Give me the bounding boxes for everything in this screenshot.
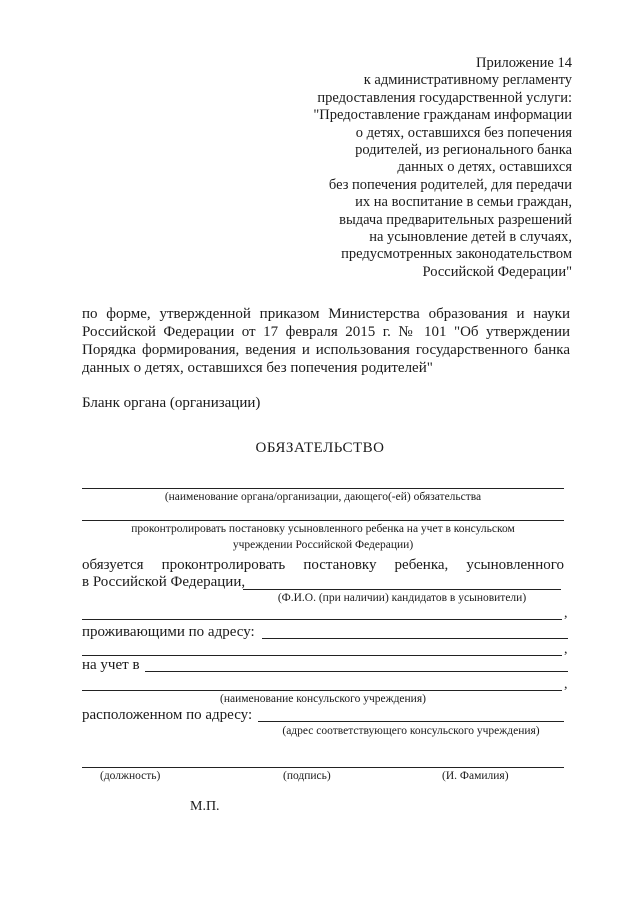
- control-caption-line: учреждении Российской Федерации): [232, 539, 414, 551]
- appendix-header: [313, 55, 572, 281]
- form-reference-line: Российской Федерации от 17 февраля 2015 г. № 101 "Об утверждении: [82, 324, 570, 340]
- living-address-line[interactable]: [262, 638, 568, 639]
- control-caption-line: проконтролировать постановку усыновленного ребенка на учет в консульском: [131, 523, 515, 535]
- form-reference-line: по форме, утвержденной приказом Министерства образования и науки: [82, 306, 570, 322]
- header-line: их на воспитание в семьи граждан,: [355, 194, 572, 211]
- blank-label: Бланк органа (организации): [82, 395, 261, 411]
- living-address-continuation-line[interactable]: [82, 655, 562, 656]
- form-reference-line: Порядка формирования, ведения и использования государственного банка: [82, 342, 570, 358]
- consulate-name-line[interactable]: [82, 690, 562, 691]
- registration-line[interactable]: [145, 671, 568, 672]
- signature-line[interactable]: [82, 767, 564, 768]
- header-line: родителей, из регионального банка: [355, 142, 572, 159]
- document-title: ОБЯЗАТЕЛЬСТВО: [255, 440, 385, 456]
- fio-continuation-line[interactable]: [82, 619, 562, 620]
- consulate-address-caption: (адрес соответствующего консульского учреждения): [282, 725, 540, 737]
- org-name-caption: (наименование органа/организации, дающего(-ей) обязательства: [164, 491, 482, 503]
- header-line: на усыновление детей в случаях,: [369, 229, 572, 246]
- consulate-caption: (наименование консульского учреждения): [220, 693, 426, 705]
- registration-label: на учет в: [82, 657, 140, 673]
- obliges-line: обязуется проконтролировать постановку ребенка, усыновленного: [82, 557, 564, 573]
- fio-line[interactable]: [243, 589, 561, 590]
- org-name-line[interactable]: [82, 488, 564, 489]
- header-line: предоставления государственной услуги:: [317, 89, 572, 106]
- comma: ,: [564, 677, 568, 692]
- header-line: без попечения родителей, для передачи: [328, 176, 572, 193]
- header-line: "Предоставление гражданам информации: [313, 107, 572, 124]
- header-line: Приложение 14: [476, 55, 572, 71]
- fio-caption: (Ф.И.О. (при наличии) кандидатов в усыновители): [277, 592, 527, 604]
- header-line: о детях, оставшихся без попечения: [355, 124, 572, 141]
- header-line: к административному регламенту: [363, 72, 572, 89]
- located-address-line[interactable]: [258, 721, 564, 722]
- control-line[interactable]: [82, 520, 564, 521]
- header-line: Российской Федерации": [422, 263, 572, 280]
- position-caption: (должность): [100, 770, 161, 782]
- located-address-label: расположенном по адресу:: [82, 707, 253, 723]
- living-address-label: проживающими по адресу:: [82, 624, 255, 640]
- in-rf-label: в Российской Федерации,: [82, 574, 246, 590]
- comma: ,: [564, 606, 568, 621]
- header-line: предусмотренных законодательством: [341, 246, 572, 263]
- name-caption: (И. Фамилия): [442, 770, 509, 782]
- header-line: данных о детях, оставшихся: [397, 159, 572, 176]
- stamp-label: М.П.: [190, 799, 220, 814]
- form-reference-line: данных о детях, оставшихся без попечения родителей": [82, 360, 433, 376]
- header-line: выдача предварительных разрешений: [339, 211, 572, 228]
- signature-caption: (подпись): [283, 770, 331, 782]
- comma: ,: [564, 642, 568, 657]
